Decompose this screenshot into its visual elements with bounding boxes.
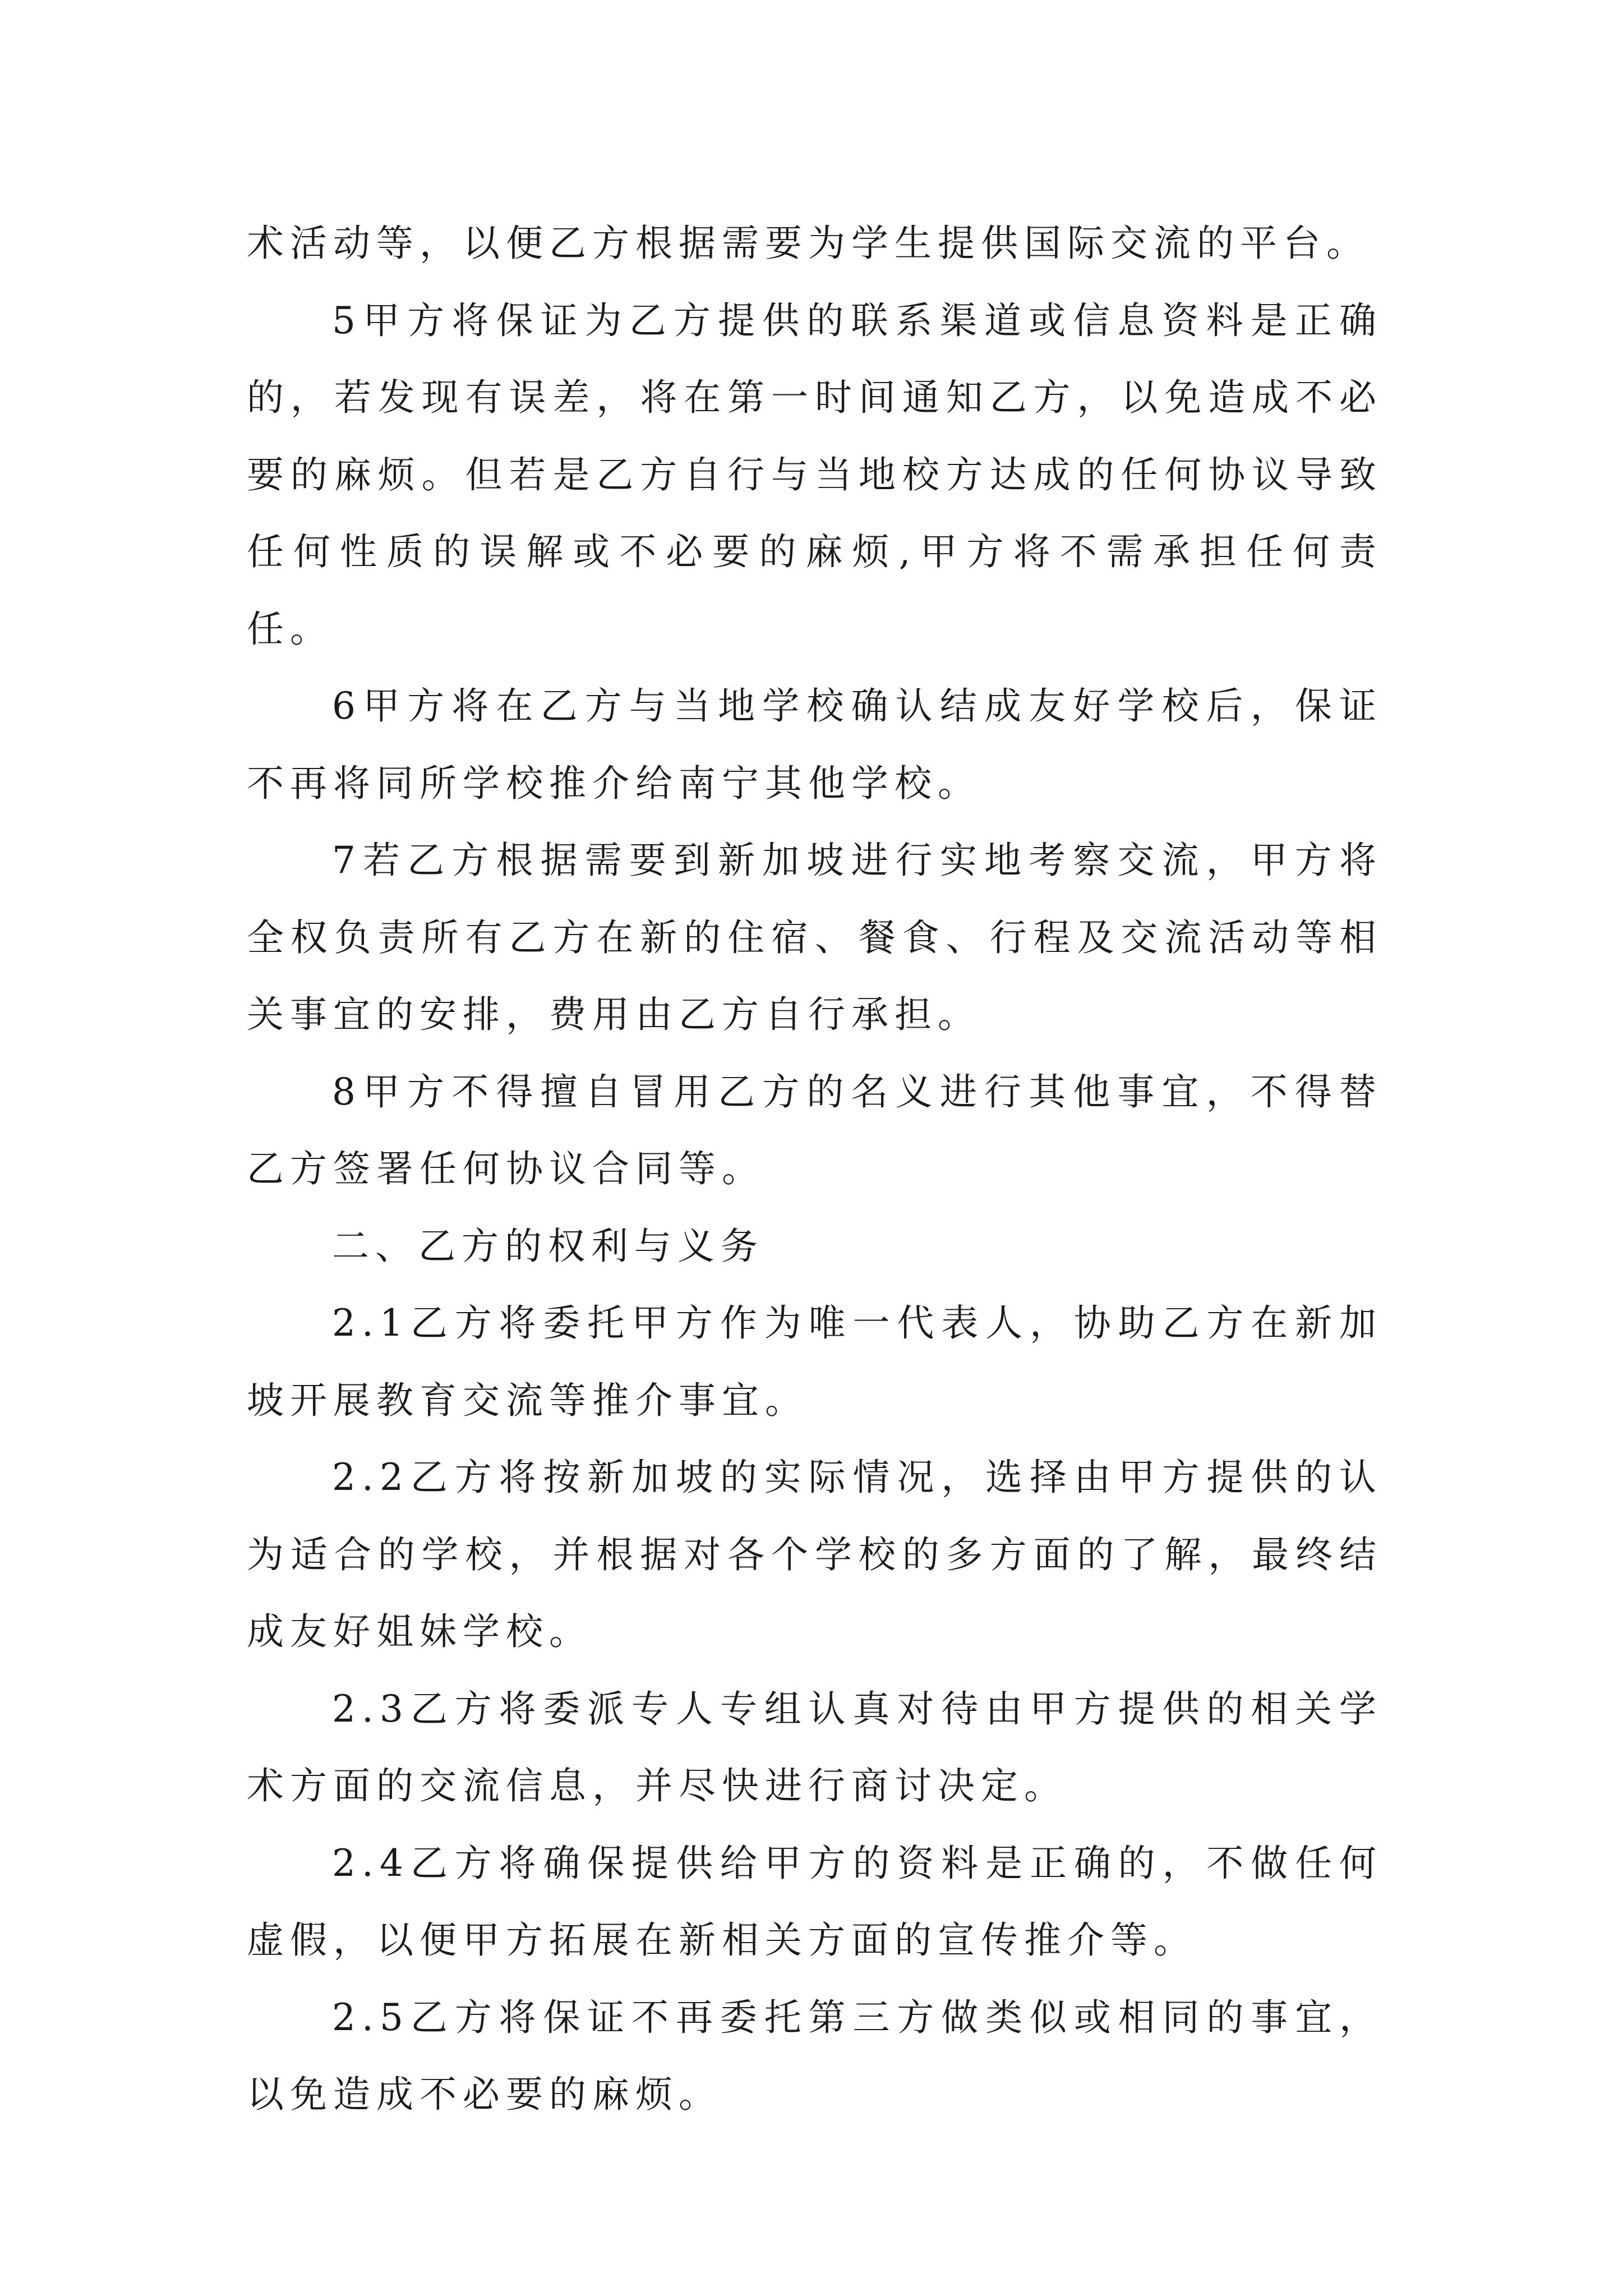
body-text (247, 205, 1382, 2133)
paragraph-1: 术活动等，以便乙方根据需要为学生提供国际交流的平台。 (247, 222, 1370, 265)
paragraph-9: 2.4乙方将确保提供给甲方的资料是正确的，不做任何虚假，以便甲方拓展在新相关方面的宣传推介等。 (247, 1841, 1382, 1962)
paragraph-10: 2.5乙方将保证不再委托第三方做类似或相同的事宜，以免造成不必要的麻烦。 (247, 1995, 1382, 2116)
paragraph-7: 2.2乙方将按新加坡的实际情况，选择由甲方提供的认为适合的学校，并根据对各个学校的多方面的了解，最终结成友好姐妹学校。 (247, 1456, 1382, 1653)
paragraph-3: 6甲方将在乙方与当地学校确认结成友好学校后，保证不再将同所学校推介给南宁其他学校。 (247, 684, 1382, 805)
paragraph-5: 8甲方不得擅自冒用乙方的名义进行其他事宜，不得替乙方签署任何协议合同等。 (247, 1070, 1382, 1190)
paragraph-2: 5甲方将保证为乙方提供的联系渠道或信息资料是正确的，若发现有误差，将在第一时间通知乙方，以免造成不必要的麻烦。但若是乙方自行与当地校方达成的任何协议导致任何性质的误解或不必要的麻烦,甲方将不需承担任何责任。 (247, 298, 1382, 651)
section-heading: 二、乙方的权利与义务 (332, 1224, 764, 1268)
paragraph-4: 7若乙方根据需要到新加坡进行实地考察交流，甲方将全权负责所有乙方在新的住宿、餐食、行程及交流活动等相关事宜的安排，费用由乙方自行承担。 (247, 839, 1382, 1036)
paragraph-8: 2.3乙方将委派专人专组认真对待由甲方提供的相关学术方面的交流信息，并尽快进行商讨决定。 (247, 1687, 1382, 1807)
paragraph-6: 2.1乙方将委托甲方作为唯一代表人，协助乙方在新加坡开展教育交流等推介事宜。 (247, 1301, 1382, 1422)
